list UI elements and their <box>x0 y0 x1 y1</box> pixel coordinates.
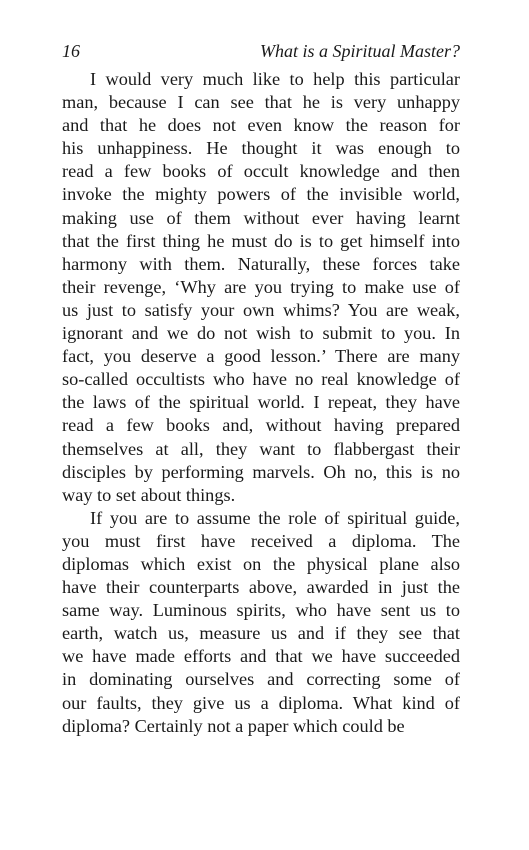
page-number: 16 <box>62 41 80 61</box>
text-line: us just to satisfy your own whims? You are weak, <box>62 299 460 320</box>
text-line: ignorant and we do not wish to submit to you. In <box>62 323 460 344</box>
text-line: If you are to assume the role of spiritual guide, <box>90 507 460 528</box>
text-line: we have made efforts and that we have succeeded <box>62 646 460 667</box>
text-line: his unhappiness. He thought it was enough to <box>62 138 460 159</box>
text-line: I would very much like to help this particular <box>90 69 460 89</box>
text-line: their revenge, ‘Why are you trying to make use of <box>62 276 460 297</box>
text-line: that the first thing he must do is to get himself into <box>62 230 460 251</box>
text-line: have their counterparts above, awarded in just the <box>62 577 460 598</box>
book-page <box>62 40 460 738</box>
text-line: same way. Luminous spirits, who have sent us to <box>62 600 460 621</box>
text-line: the laws of the spiritual world. I repeat, they have <box>62 392 460 413</box>
running-header <box>62 40 460 62</box>
text-line: harmony with them. Naturally, these forces take <box>62 253 460 274</box>
text-line: in dominating ourselves and correcting some of <box>62 669 460 690</box>
text-line: making use of them without ever having learnt <box>62 207 460 228</box>
text-line: our faults, they give us a diploma. What kind of <box>62 692 460 713</box>
text-line: invoke the mighty powers of the invisible world, <box>62 184 460 205</box>
text-line: fact, you deserve a good lesson.’ There are many <box>62 346 460 367</box>
text-line: earth, watch us, measure us and if they see that <box>62 623 460 644</box>
paragraph <box>62 507 460 738</box>
text-line: man, because I can see that he is very unhappy <box>62 92 460 113</box>
text-line: themselves at all, they want to flabbergast their <box>62 438 460 459</box>
text-line: read a few books of occult knowledge and then <box>62 161 460 182</box>
text-line: way to set about things. <box>62 484 236 505</box>
running-title: What is a Spiritual Master? <box>259 41 460 61</box>
text-line: diplomas which exist on the physical plane also <box>62 553 460 574</box>
text-line: and that he does not even know the reason for <box>62 115 460 136</box>
paragraph <box>62 68 460 507</box>
text-line: you must first have received a diploma. The <box>62 530 460 551</box>
text-line: so-called occultists who have no real knowledge of <box>62 369 460 390</box>
text-line: diploma? Certainly not a paper which could be <box>62 715 405 736</box>
text-line: read a few books and, without having prepared <box>62 415 460 436</box>
body-text <box>62 68 460 738</box>
text-line: disciples by performing marvels. Oh no, this is no <box>62 461 460 482</box>
